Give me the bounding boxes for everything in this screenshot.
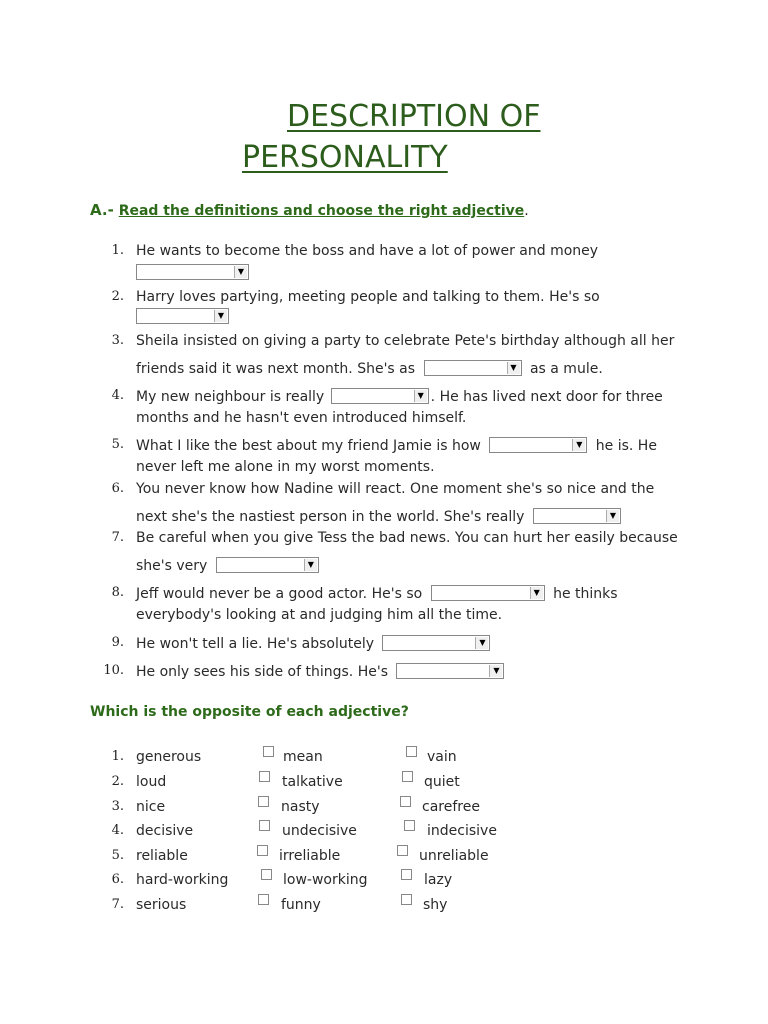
- answer-dropdown-7[interactable]: [216, 557, 319, 573]
- answer-dropdown-1[interactable]: [136, 264, 249, 280]
- question-number: 1.: [111, 243, 124, 258]
- dropdown-arrow-icon: ▼: [572, 439, 585, 451]
- option1-checkbox[interactable]: [261, 869, 272, 880]
- adjective: reliable: [136, 848, 188, 864]
- option2-checkbox[interactable]: [404, 820, 415, 831]
- question-text: months and he hasn't even introduced himself.: [136, 410, 467, 426]
- question-text: Be careful when you give Tess the bad news. You can hurt her easily because: [136, 530, 678, 546]
- question-text: everybody's looking at and judging him all the time.: [136, 607, 503, 623]
- question-number: 5.: [111, 437, 124, 452]
- option2-label: lazy: [424, 872, 453, 888]
- row-number: 4.: [111, 823, 124, 838]
- question-text-part: he is. He: [595, 438, 657, 454]
- question-text-part: Jeff would never be a good actor. He's so: [136, 586, 423, 602]
- section-a-period: .: [524, 203, 529, 219]
- row-number: 3.: [111, 799, 124, 814]
- adjective: serious: [136, 897, 187, 913]
- answer-dropdown-5[interactable]: [489, 437, 587, 453]
- dropdown-arrow-icon: ▼: [489, 665, 502, 677]
- option2-label: indecisive: [427, 823, 497, 839]
- option1-checkbox[interactable]: [258, 796, 269, 807]
- option1-checkbox[interactable]: [259, 771, 270, 782]
- option2-checkbox[interactable]: [397, 845, 408, 856]
- dropdown-arrow-icon: ▼: [530, 587, 543, 599]
- section-b-heading: Which is the opposite of each adjective?: [90, 704, 409, 720]
- row-number: 1.: [111, 749, 124, 764]
- option1-checkbox[interactable]: [258, 894, 269, 905]
- option2-label: unreliable: [419, 848, 489, 864]
- answer-dropdown-9[interactable]: [382, 635, 490, 651]
- dropdown-arrow-icon: ▼: [507, 362, 520, 374]
- option2-label: carefree: [422, 799, 480, 815]
- row-number: 2.: [111, 774, 124, 789]
- opposite-row-7: [0, 897, 768, 919]
- question-number: 8.: [111, 585, 124, 600]
- dropdown-arrow-icon: ▼: [414, 390, 427, 402]
- opposite-row-6: [0, 872, 768, 894]
- question-number: 7.: [111, 530, 124, 545]
- dropdown-arrow-icon: ▼: [234, 266, 247, 278]
- option1-checkbox[interactable]: [259, 820, 270, 831]
- option1-label: talkative: [282, 774, 343, 790]
- page-title-line2: PERSONALITY: [242, 140, 448, 175]
- question-text-part: he thinks: [553, 586, 618, 602]
- option1-label: irreliable: [279, 848, 341, 864]
- answer-dropdown-10[interactable]: [396, 663, 504, 679]
- row-number: 7.: [111, 897, 124, 912]
- option1-label: low-working: [283, 872, 368, 888]
- option1-label: mean: [283, 749, 323, 765]
- question-number: 4.: [111, 388, 124, 403]
- page-title-line1: DESCRIPTION OF: [287, 99, 541, 134]
- opposite-row-3: [0, 799, 768, 821]
- option2-checkbox[interactable]: [401, 894, 412, 905]
- question-text-part: He won't tell a lie. He's absolutely: [136, 636, 375, 652]
- row-number: 5.: [111, 848, 124, 863]
- dropdown-arrow-icon: ▼: [606, 510, 619, 522]
- question-text: never left me alone in my worst moments.: [136, 459, 435, 475]
- adjective: loud: [136, 774, 167, 790]
- question-text-part: He only sees his side of things. He's: [136, 664, 388, 680]
- option2-checkbox[interactable]: [402, 771, 413, 782]
- question-number: 10.: [103, 663, 124, 678]
- question-text-part: . He has lived next door for three: [430, 389, 663, 405]
- row-number: 6.: [111, 872, 124, 887]
- question-text: You never know how Nadine will react. One moment she's so nice and the: [136, 481, 655, 497]
- adjective: nice: [136, 799, 166, 815]
- option1-label: nasty: [281, 799, 320, 815]
- question-text-part: as a mule.: [529, 361, 603, 377]
- opposite-row-5: [0, 848, 768, 870]
- question-text-part: she's very: [136, 558, 208, 574]
- option1-checkbox[interactable]: [257, 845, 268, 856]
- opposite-row-4: [0, 823, 768, 845]
- dropdown-arrow-icon: ▼: [475, 637, 488, 649]
- question-text-part: What I like the best about my friend Jamie is how: [136, 438, 481, 454]
- option2-label: vain: [427, 749, 457, 765]
- section-a-text: Read the definitions and choose the right adjective: [118, 203, 525, 219]
- answer-dropdown-6[interactable]: [533, 508, 621, 524]
- opposite-row-1: [0, 749, 768, 771]
- dropdown-arrow-icon: ▼: [304, 559, 317, 571]
- adjective: generous: [136, 749, 202, 765]
- option1-checkbox[interactable]: [263, 746, 274, 757]
- question-number: 6.: [111, 481, 124, 496]
- question-text: He wants to become the boss and have a lot of power and money: [136, 243, 599, 259]
- section-a-label: A.-: [90, 201, 114, 219]
- adjective: decisive: [136, 823, 194, 839]
- question-number: 2.: [111, 289, 124, 304]
- option1-label: undecisive: [282, 823, 357, 839]
- option1-label: funny: [281, 897, 321, 913]
- opposite-row-2: [0, 774, 768, 796]
- answer-dropdown-3[interactable]: [424, 360, 522, 376]
- answer-dropdown-2[interactable]: [136, 308, 229, 324]
- adjective: hard-working: [136, 872, 229, 888]
- question-text: Sheila insisted on giving a party to celebrate Pete's birthday although all her: [136, 333, 675, 349]
- option2-label: quiet: [424, 774, 460, 790]
- question-text-part: friends said it was next month. She's as: [136, 361, 416, 377]
- question-number: 3.: [111, 333, 124, 348]
- answer-dropdown-8[interactable]: [431, 585, 545, 601]
- question-text-part: next she's the nastiest person in the world. She's really: [136, 509, 525, 525]
- question-text-part: My new neighbour is really: [136, 389, 325, 405]
- option2-label: shy: [423, 897, 448, 913]
- question-number: 9.: [111, 635, 124, 650]
- option2-checkbox[interactable]: [400, 796, 411, 807]
- dropdown-arrow-icon: ▼: [214, 310, 227, 322]
- answer-dropdown-4[interactable]: [331, 388, 429, 404]
- option2-checkbox[interactable]: [401, 869, 412, 880]
- question-text: Harry loves partying, meeting people and talking to them. He's so: [136, 289, 600, 305]
- section-a-heading: [90, 201, 529, 219]
- option2-checkbox[interactable]: [406, 746, 417, 757]
